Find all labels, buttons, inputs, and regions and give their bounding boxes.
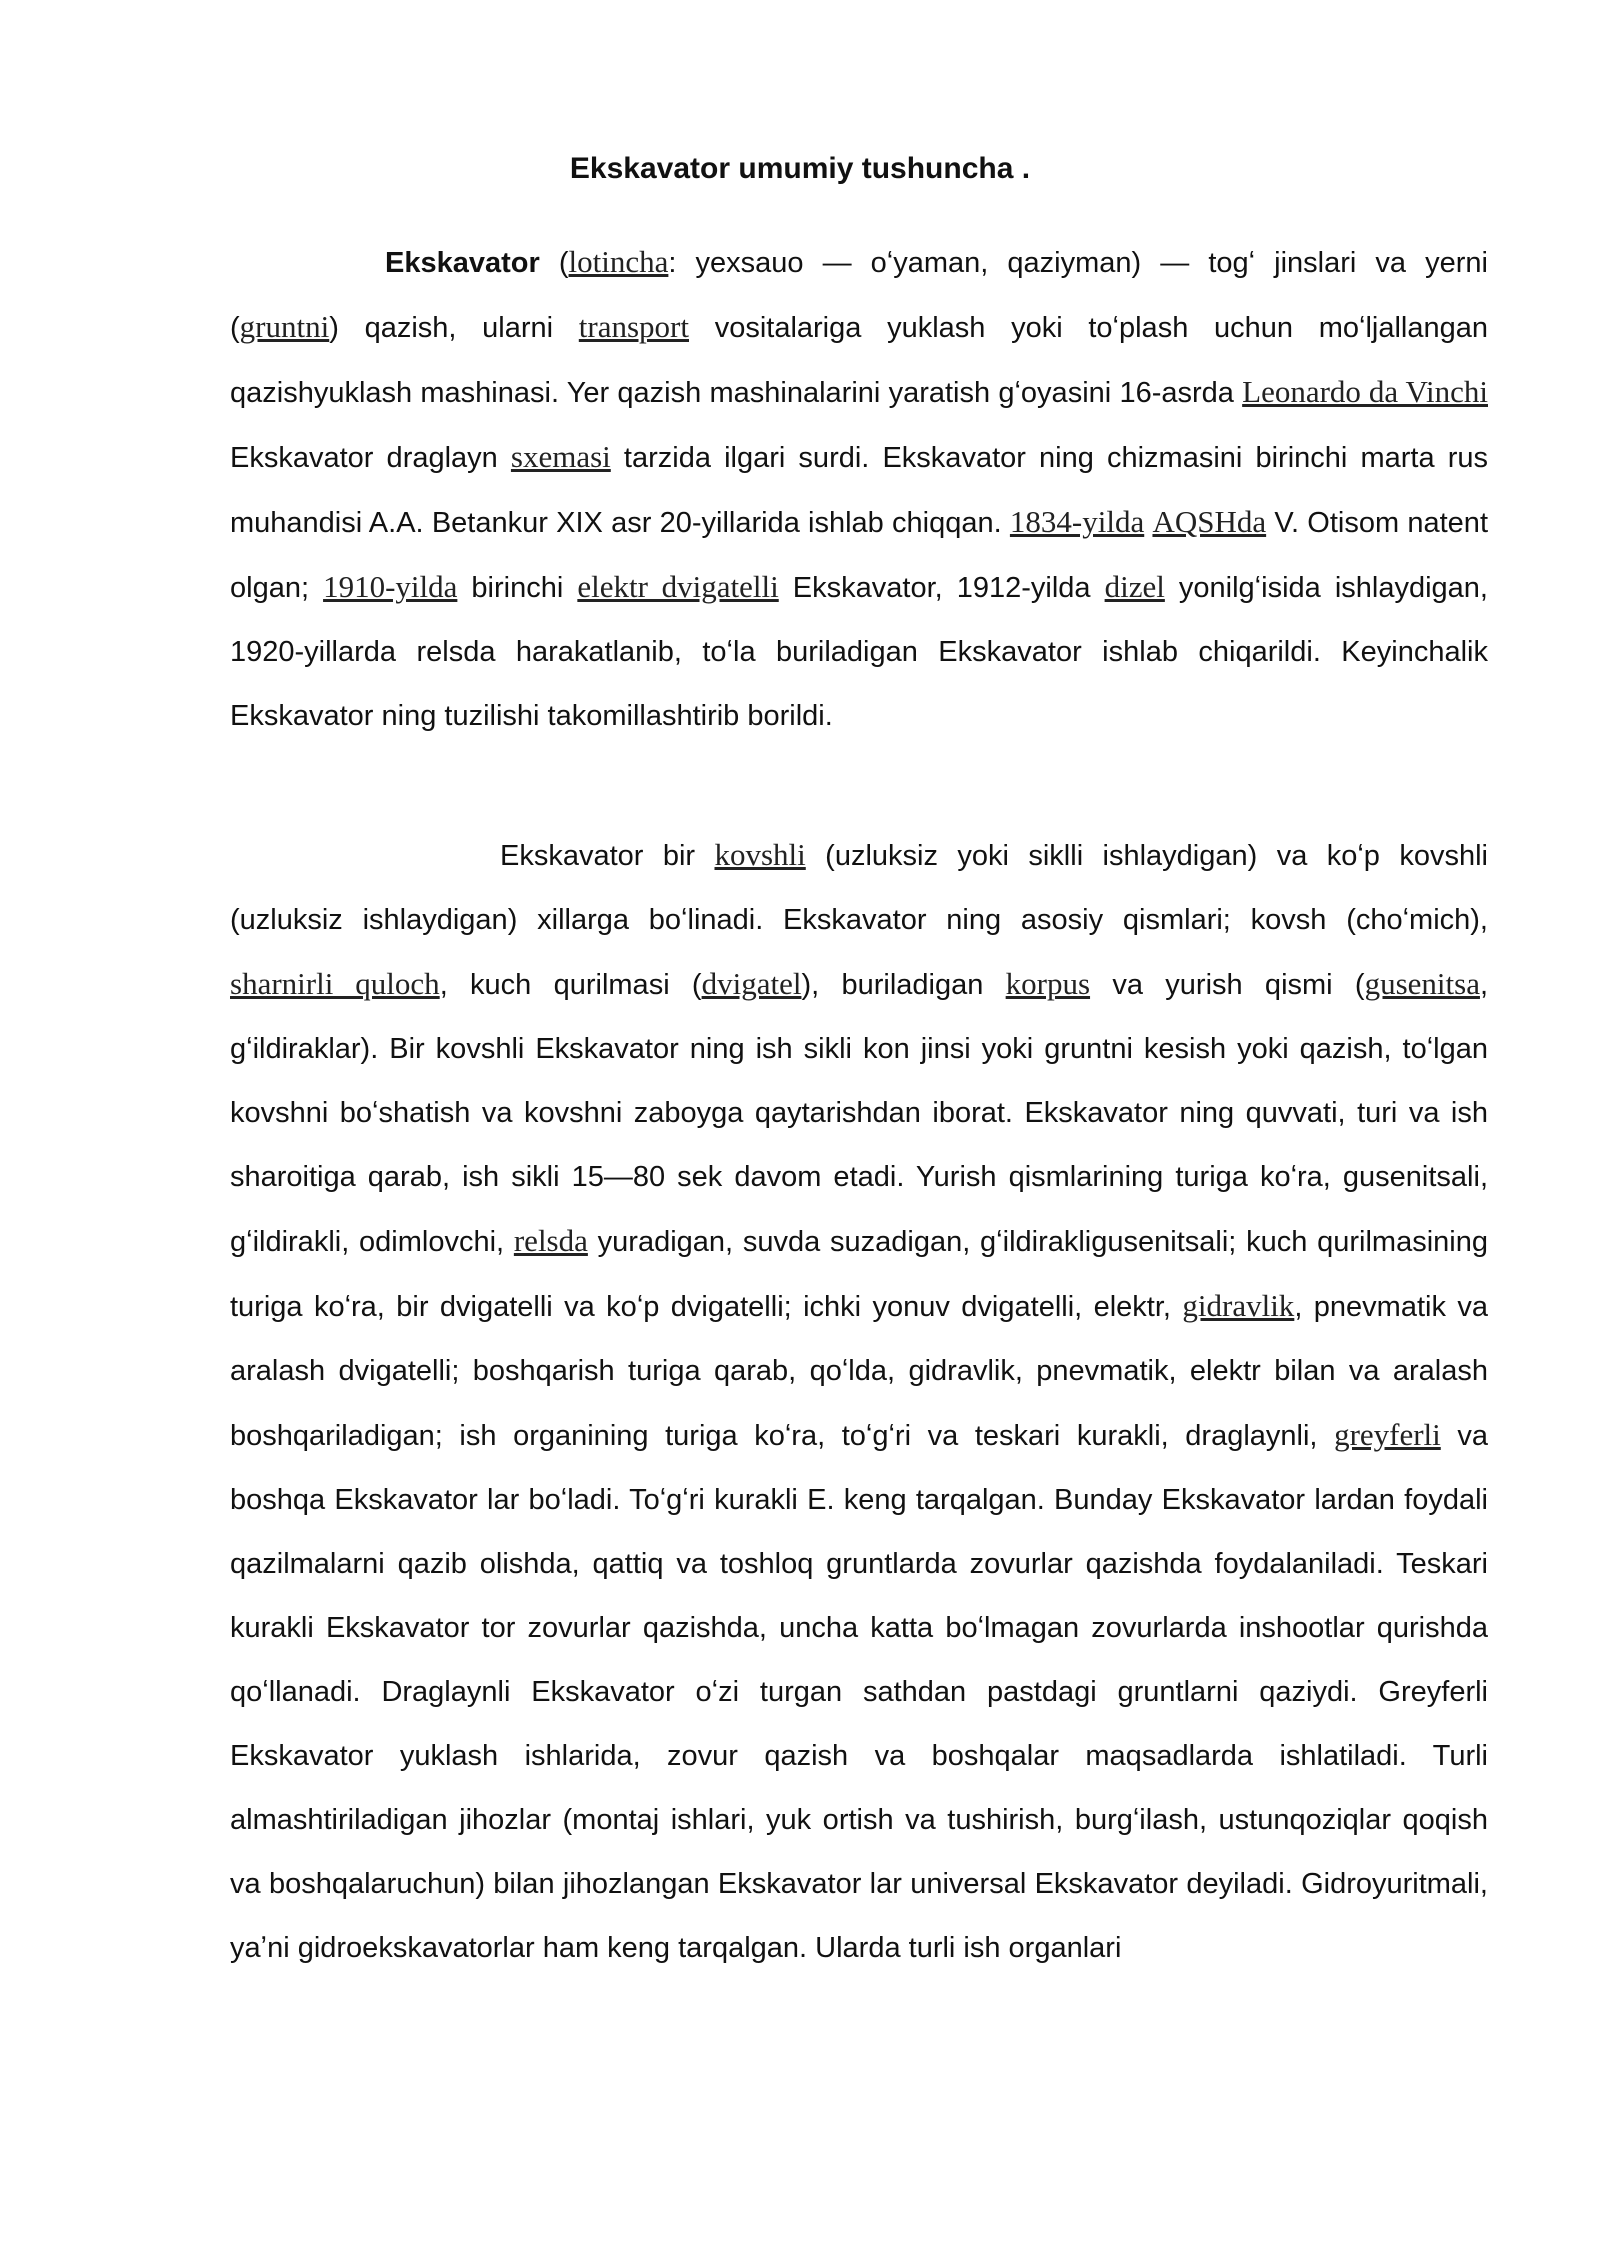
- text-run: , gʻildiraklar). Bir kovshli Ekskavator ning ish sikli kon jinsi yoki gruntni kesish yoki qazish, toʻlgan kovshni boʻshatish va kovshni zaboyga qaytarishdan iborat. Ekskavator ning quvvati, turi va ish sharoitiga qarab, ish sikli 15—80 sek davom etadi. Yurish qismlarining turiga koʻra, gusenitsali, gʻildirakli, odimlovchi,: [230, 969, 1489, 1258]
- link-gusenitsa[interactable]: gusenitsa: [1364, 966, 1480, 1001]
- link-sxemasi[interactable]: sxemasi: [510, 439, 611, 474]
- link-lotincha[interactable]: lotincha: [568, 244, 669, 279]
- paragraph-intro: [230, 230, 1488, 748]
- text-run: (: [539, 247, 569, 279]
- text-run: ), buriladigan: [801, 969, 1006, 1001]
- link-1834-yilda[interactable]: 1834-yilda: [1009, 504, 1145, 539]
- text-run: ) qazish, ularni: [329, 312, 579, 344]
- page-title: Ekskavator umumiy tushuncha .: [569, 152, 1031, 185]
- link-korpus[interactable]: korpus: [1005, 966, 1091, 1001]
- link-sharnirli-quloch[interactable]: sharnirli quloch: [230, 966, 440, 1001]
- link-leonardo-da-vinchi[interactable]: Leonardo da Vinchi: [1242, 374, 1488, 409]
- text-run: (uzluksiz yoki siklli ishlaydigan) va koʻp kovshli (uzluksiz ishlaydigan) xillarga boʻlinadi. Ekskavator ning asosiy qismlari; kovsh (choʻmich),: [230, 840, 1488, 936]
- text-run: , pnevmatik va aralash dvigatelli; boshqarish turiga qarab, qoʻlda, gidravlik, pnevmatik, elektr bilan va aralash boshqariladigan; ish organining turiga koʻra, toʻgʻri va teskari kurakli, draglaynli,: [230, 1291, 1488, 1452]
- link-elektr-dvigatelli[interactable]: elektr dvigatelli: [577, 569, 779, 604]
- text-run: Ekskavator bir: [500, 840, 715, 872]
- text-run: Ekskavator draglayn: [230, 442, 511, 474]
- link-1910-yilda[interactable]: 1910-yilda: [323, 569, 458, 604]
- link-gruntni[interactable]: gruntni: [239, 309, 330, 344]
- text-run: Ekskavator, 1912-yilda: [778, 572, 1105, 604]
- text-run: birinchi: [457, 572, 578, 604]
- paragraph-types: [230, 823, 1488, 1980]
- link-transport[interactable]: transport: [578, 309, 689, 344]
- text-run: V. Otisom natent olgan;: [230, 507, 1488, 604]
- text-run: : yexsauo — oʻyaman, qaziyman) — togʻ jinslari va yerni (: [230, 247, 1488, 344]
- link-greyferli[interactable]: greyferli: [1334, 1417, 1441, 1452]
- link-gidravlik[interactable]: gidravlik: [1182, 1288, 1295, 1323]
- link-relsda[interactable]: relsda: [513, 1223, 588, 1258]
- link-dizel[interactable]: dizel: [1104, 569, 1165, 604]
- link-dvigatel[interactable]: dvigatel: [701, 966, 802, 1001]
- text-run: , kuch qurilmasi (: [439, 969, 702, 1001]
- text-run: va yurish qismi (: [1090, 969, 1365, 1001]
- term-ekskavator: Ekskavator: [385, 247, 540, 279]
- text-run: tarzida ilgari surdi. Ekskavator ning chizmasini birinchi marta rus muhandisi A.A. Betankur XIX asr 20-yillarida ishlab chiqqan.: [230, 442, 1488, 539]
- text-run: yonilgʻisida ishlaydigan, 1920-yillarda relsda harakatlanib, toʻla buriladigan Ekskavator ishlab chiqarildi. Keyinchalik Ekskavator ning tuzilishi takomillashtirib borildi.: [230, 572, 1488, 732]
- text-run: vositalariga yuklash yoki toʻplash uchun moʻljallangan qazishyuklash mashinasi. Yer qazish mashinalarini yaratish gʻoyasini 16-asrda: [230, 312, 1488, 409]
- text-run: va boshqa Ekskavator lar boʻladi. Toʻgʻri kurakli E. keng tarqalgan. Bunday Ekskavator lardan foydali qazilmalarni qazib olishda, qattiq va toshloq gruntlarda zovurlar qazishda foydalaniladi. Teskari kurakli Ekskavator tor zovurlar qazishda, uncha katta boʻlmagan zovurlarda inshootlar qurishda qoʻllanadi. Draglaynli Ekskavator oʻzi turgan sathdan pastdagi gruntlarni qaziydi. Greyferli Ekskavator yuklash ishlarida, zovur qazish va boshqalar maqsadlarda ishlatiladi. Turli almashtiriladigan jihozlar (montaj ishlari, yuk ortish va tushirish, burgʻilash, ustunqoziqlar qoqish va boshqalaruchun) bilan jihozlangan Ekskavator lar universal Ekskavator deyiladi. Gidroyuritmali, yaʼni gidroekskavatorlar ham keng tarqalgan. Ularda turli ish organlari: [230, 1420, 1488, 1964]
- text-run: yuradigan, suvda suzadigan, gʻildirakligusenitsali; kuch qurilmasining turiga koʻra, bir dvigatelli va koʻp dvigatelli; ichki yonuv dvigatelli, elektr,: [230, 1226, 1488, 1323]
- link-kovshli[interactable]: kovshli: [714, 837, 806, 872]
- link-aqshda[interactable]: AQSHda: [1152, 504, 1267, 539]
